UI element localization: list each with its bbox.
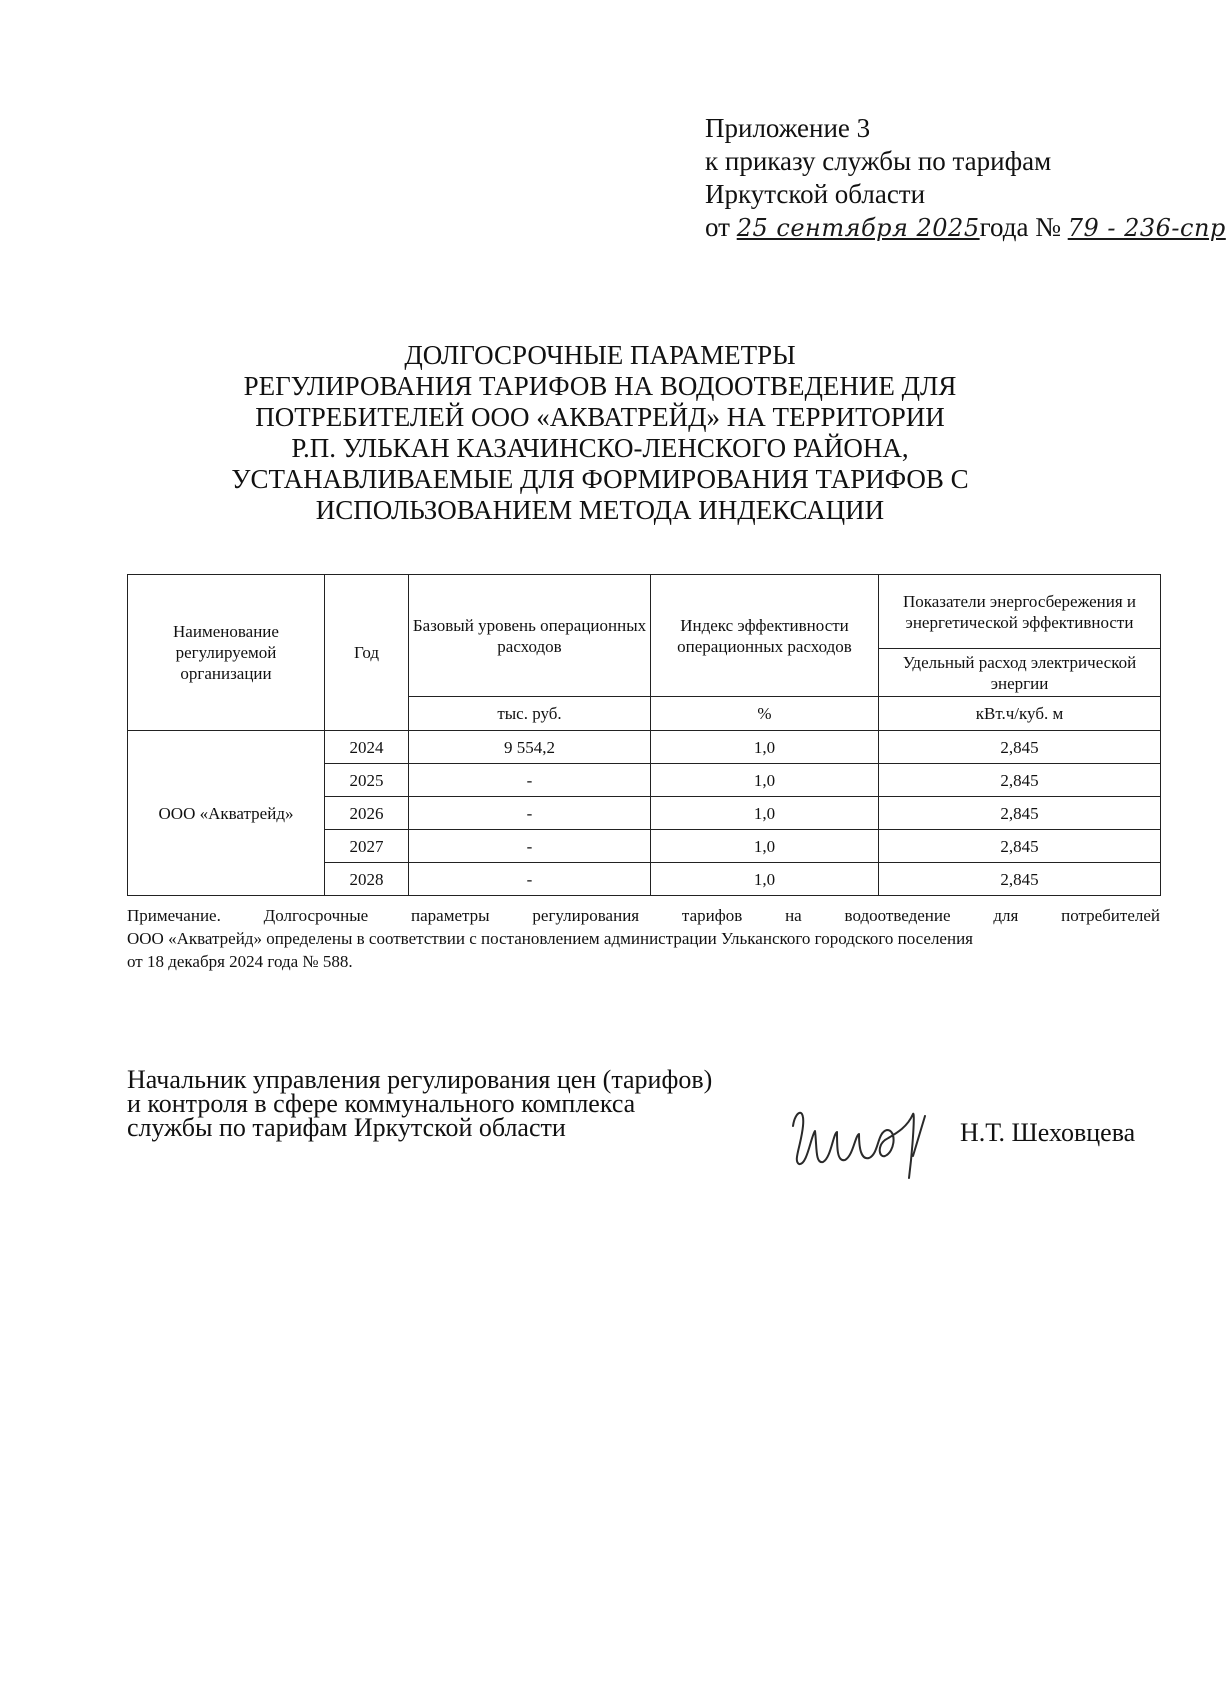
energy-cell: 2,845 [879, 797, 1161, 830]
index-cell: 1,0 [651, 731, 879, 764]
signatory-position [127, 1065, 713, 1142]
energy-cell: 2,845 [879, 731, 1161, 764]
order-date-line [705, 211, 1226, 245]
parameters-table [127, 574, 1161, 896]
energy-cell: 2,845 [879, 830, 1161, 863]
index-cell: 1,0 [651, 863, 879, 896]
note-line: ООО «Акватрейд» определены в соответствии с постановлением администрации Ульканского городского поселения [127, 929, 973, 948]
org-name-cell: ООО «Акватрейд» [128, 731, 325, 896]
title-line: ИСПОЛЬЗОВАНИЕМ МЕТОДА ИНДЕКСАЦИИ [315, 495, 885, 525]
unit-index: % [651, 697, 879, 731]
unit-base: тыс. руб. [409, 697, 651, 731]
header-org: Наименование регулируемой организации [128, 575, 325, 731]
appendix-line: Иркутской области [705, 179, 926, 209]
title-line: УСТАНАВЛИВАЕМЫЕ ДЛЯ ФОРМИРОВАНИЯ ТАРИФОВ С [231, 464, 969, 494]
header-year: Год [325, 575, 409, 731]
index-cell: 1,0 [651, 764, 879, 797]
base-cell: - [409, 764, 651, 797]
index-cell: 1,0 [651, 830, 879, 863]
document-title [200, 340, 1000, 526]
table-row [128, 731, 1161, 764]
base-cell: 9 554,2 [409, 731, 651, 764]
title-line: ДОЛГОСРОЧНЫЕ ПАРАМЕТРЫ [404, 340, 796, 370]
header-energy-consumption: Удельный расход электрической энергии [879, 649, 1161, 697]
handwritten-signature [775, 1086, 965, 1181]
base-cell: - [409, 863, 651, 896]
header-efficiency-index: Индекс эффективности операционных расходов [651, 575, 879, 697]
year-word: года № [979, 212, 1061, 242]
note-line: от 18 декабря 2024 года № 588. [127, 952, 353, 971]
year-cell: 2027 [325, 830, 409, 863]
date-prefix: от [705, 212, 730, 242]
energy-cell: 2,845 [879, 764, 1161, 797]
index-cell: 1,0 [651, 797, 879, 830]
handwritten-order-number: 79 - 236-спр [1067, 214, 1226, 242]
position-line: и контроля в сфере коммунального комплекса [127, 1089, 636, 1118]
header-base-level: Базовый уровень операционных расходов [409, 575, 651, 697]
year-cell: 2026 [325, 797, 409, 830]
title-line: ПОТРЕБИТЕЛЕЙ ООО «АКВАТРЕЙД» НА ТЕРРИТОРИИ [255, 402, 945, 432]
base-cell: - [409, 830, 651, 863]
appendix-line: к приказу службы по тарифам [705, 146, 1052, 176]
position-line: Начальник управления регулирования цен (тарифов) [127, 1065, 713, 1094]
year-cell: 2028 [325, 863, 409, 896]
table-note [127, 904, 1160, 973]
position-line: службы по тарифам Иркутской области [127, 1113, 566, 1142]
appendix-line: Приложение 3 [705, 113, 871, 143]
title-line: Р.П. УЛЬКАН КАЗАЧИНСКО-ЛЕНСКОГО РАЙОНА, [291, 433, 909, 463]
year-cell: 2025 [325, 764, 409, 797]
signer-name: Н.Т. Шеховцева [960, 1118, 1136, 1147]
note-line: Примечание. Долгосрочные параметры регулирования тарифов на водоотведение для потребителей [127, 906, 1160, 925]
appendix-block [705, 112, 1226, 245]
header-energy-group: Показатели энергосбережения и энергетической эффективности [879, 575, 1161, 649]
title-line: РЕГУЛИРОВАНИЯ ТАРИФОВ НА ВОДООТВЕДЕНИЕ ДЛЯ [243, 371, 957, 401]
year-cell: 2024 [325, 731, 409, 764]
base-cell: - [409, 797, 651, 830]
energy-cell: 2,845 [879, 863, 1161, 896]
unit-energy: кВт.ч/куб. м [879, 697, 1161, 731]
handwritten-date: 25 сентября 2025 [736, 214, 980, 242]
